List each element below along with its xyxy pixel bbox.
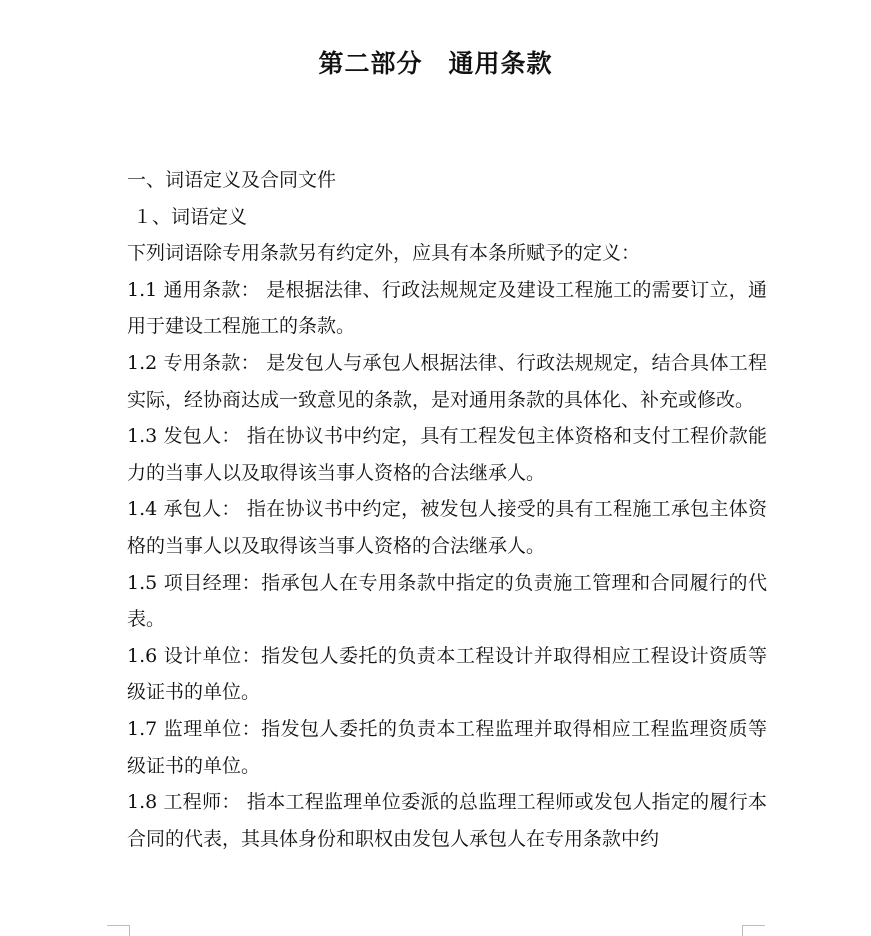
clause-1-8: 1.8 工程师： 指本工程监理单位委派的总监理工程师或发包人指定的履行本合同的代表，其具体身份和职权由发包人承包人在专用条款中约 (127, 791, 767, 850)
clause-1-1: 1.1 通用条款： 是根据法律、行政法规规定及建设工程施工的需要订立，通用于建设工程施工的条款。 (127, 278, 767, 338)
page-corner-mark-right (742, 925, 765, 936)
clause-1-6: 1.6 设计单位：指发包人委托的负责本工程设计并取得相应工程设计资质等级证书的单位。 (127, 644, 767, 704)
page-title: 第二部分 通用条款 (318, 49, 553, 78)
clause-1-7: 1.7 监理单位：指发包人委托的负责本工程监理并取得相应工程监理资质等级证书的单位。 (127, 717, 767, 777)
intro-paragraph: 下列词语除专用条款另有约定外，应具有本条所赋予的定义： (127, 242, 641, 265)
clause-1-2: 1.2 专用条款： 是发包人与承包人根据法律、行政法规规定，结合具体工程实际，经协商达成一致意见的条款，是对通用条款的具体化、补充或修改。 (127, 351, 767, 411)
subsection-heading: １、词语定义 (133, 205, 248, 228)
clause-1-3: 1.3 发包人： 指在协议书中约定，具有工程发包主体资格和支付工程价款能力的当事人以及取得该当事人资格的合法继承人。 (127, 425, 767, 484)
section-heading: 一、词语定义及合同文件 (127, 169, 337, 191)
clause-1-4: 1.4 承包人： 指在协议书中约定，被发包人接受的具有工程施工承包主体资格的当事人以及取得该当事人资格的合法继承人。 (127, 498, 767, 557)
document-body (127, 162, 767, 857)
page-corner-mark-left (107, 925, 130, 936)
clause-1-5: 1.5 项目经理：指承包人在专用条款中指定的负责施工管理和合同履行的代表。 (127, 571, 767, 631)
